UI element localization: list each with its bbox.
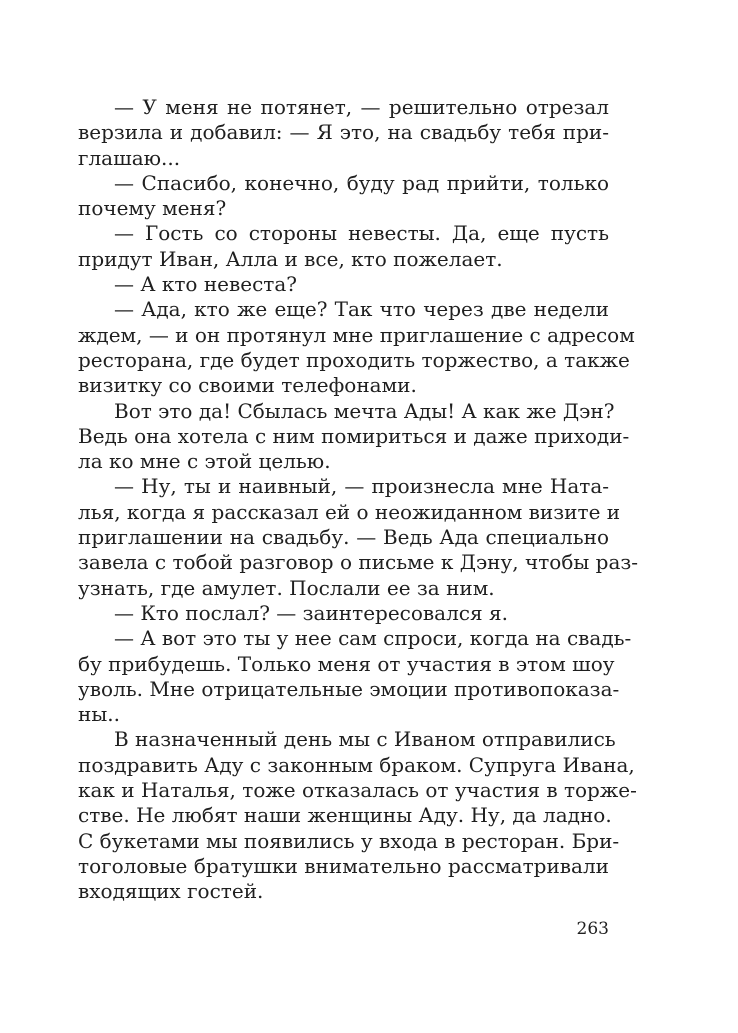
text-line: глашаю... bbox=[78, 145, 181, 170]
text-line: — А кто невеста? bbox=[114, 272, 297, 297]
text-line: С букетами мы появились у входа в ресторан. Бри- bbox=[78, 828, 620, 853]
text-line: стве. Не любят наши женщины Аду. Ну, да ладно. bbox=[78, 803, 612, 828]
text-line: — Ада, кто же еще? Так что через две недели bbox=[114, 297, 609, 322]
text-line: Ведь она хотела с ним помириться и даже приходи- bbox=[78, 423, 630, 448]
text-line: В назначенный день мы с Иваном отправились bbox=[114, 727, 616, 752]
text-line: завела с тобой разговор о письме к Дэну, чтобы раз- bbox=[78, 550, 639, 575]
text-line: Вот это да! Сбылась мечта Ады! А как же Дэн? bbox=[114, 398, 615, 423]
body-text bbox=[78, 95, 639, 905]
text-line: верзила и добавил: — Я это, на свадьбу тебя при- bbox=[78, 120, 609, 145]
text-line: — А вот это ты у нее сам спроси, когда на свадь- bbox=[114, 626, 632, 651]
text-line: как и Наталья, тоже отказалась от участия в торже- bbox=[78, 778, 637, 803]
text-line: приглашении на свадьбу. — Ведь Ада специально bbox=[78, 525, 609, 550]
text-line: — Кто послал? — заинтересовался я. bbox=[114, 600, 508, 625]
text-line: узнать, где амулет. Послали ее за ним. bbox=[78, 575, 495, 600]
text-line: придут Иван, Алла и все, кто пожелает. bbox=[78, 246, 503, 271]
text-line: тоголовые братушки внимательно рассматривали bbox=[78, 853, 609, 878]
text-line: ны.. bbox=[78, 702, 120, 727]
text-line: ждем, — и он протянул мне приглашение с адресом bbox=[78, 322, 635, 347]
text-line: ла ко мне с этой целью. bbox=[78, 449, 331, 474]
page-number: 263 bbox=[576, 919, 609, 939]
text-line: — Гость со стороны невесты. Да, еще пусть bbox=[114, 221, 609, 246]
text-line: почему меня? bbox=[78, 196, 227, 221]
text-line: лья, когда я рассказал ей о неожиданном визите и bbox=[78, 499, 621, 524]
text-line: — Спасибо, конечно, буду рад прийти, только bbox=[114, 170, 609, 195]
text-line: бу прибудешь. Только меня от участия в этом шоу bbox=[78, 651, 615, 676]
text-line: — Ну, ты и наивный, — произнесла мне Ната- bbox=[114, 474, 609, 499]
text-line: визитку со своими телефонами. bbox=[78, 373, 417, 398]
text-line: входящих гостей. bbox=[78, 879, 264, 904]
text-line: уволь. Мне отрицательные эмоции противопоказа- bbox=[78, 676, 620, 701]
text-line: ресторана, где будет проходить торжество, а также bbox=[78, 347, 630, 372]
text-line: поздравить Аду с законным браком. Супруга Ивана, bbox=[78, 752, 635, 777]
text-line: — У меня не потянет, — решительно отрезал bbox=[114, 95, 609, 119]
